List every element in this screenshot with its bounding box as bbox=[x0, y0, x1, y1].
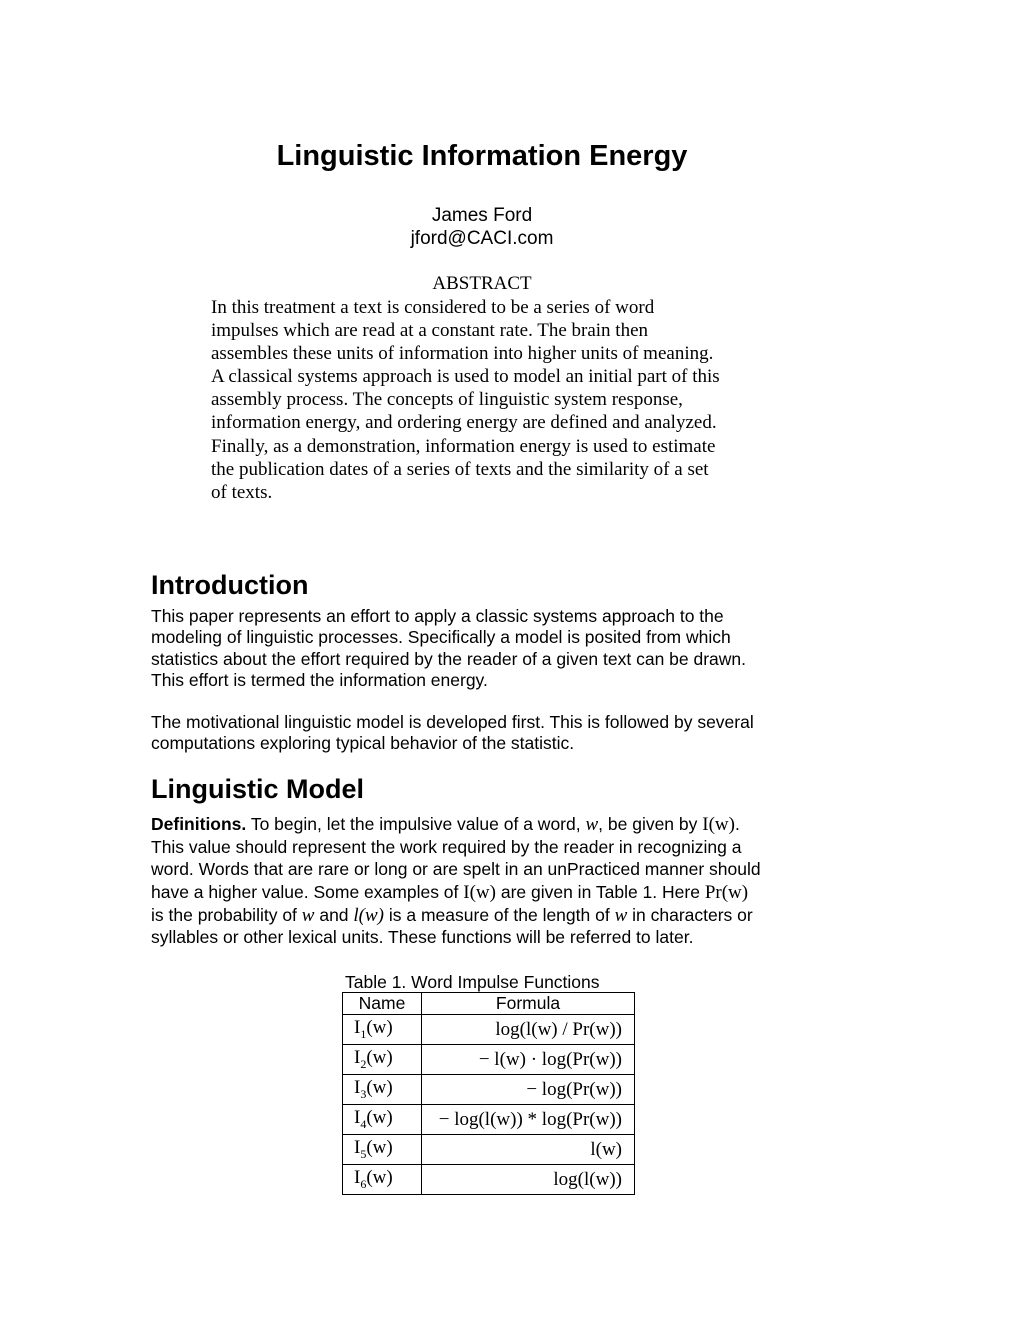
math-Prw: Pr(w) bbox=[704, 882, 749, 903]
abstract-line: the publication dates of a series of texts and the similarity of a set bbox=[211, 458, 709, 480]
abstract-line: A classical systems approach is used to model an initial part of this bbox=[211, 366, 720, 388]
abstract-heading: ABSTRACT bbox=[432, 273, 532, 294]
math-lw: l(w) bbox=[353, 905, 385, 926]
function-argument: (w) bbox=[366, 1107, 393, 1129]
text-span: . bbox=[734, 814, 740, 834]
paragraph-line: computations exploring typical behavior of the statistic. bbox=[151, 733, 575, 754]
definitions-label: Definitions. bbox=[151, 814, 247, 834]
text-span: To begin, let the impulsive value of a word, bbox=[246, 814, 586, 834]
paragraph-line: word. Words that are rare or long or are spelt in an unPracticed manner should bbox=[151, 858, 761, 879]
function-name bbox=[343, 1075, 422, 1105]
function-name bbox=[343, 1165, 422, 1195]
function-subscript: 4 bbox=[360, 1116, 367, 1131]
function-argument: (w) bbox=[366, 1167, 393, 1189]
function-symbol: I bbox=[354, 1167, 361, 1189]
column-header-name: Name bbox=[343, 993, 422, 1015]
column-header-formula: Formula bbox=[422, 993, 635, 1015]
function-formula: − log(l(w)) * log(Pr(w)) bbox=[422, 1105, 635, 1135]
function-formula: − l(w) · log(Pr(w)) bbox=[422, 1045, 635, 1075]
text-span: and bbox=[314, 905, 354, 925]
introduction-paragraph-1 bbox=[151, 606, 746, 692]
paragraph-line: This paper represents an effort to apply a classic systems approach to the bbox=[151, 606, 724, 626]
table-row bbox=[343, 1165, 635, 1195]
table-row bbox=[343, 1015, 635, 1045]
abstract-line: In this treatment a text is considered to be a series of word bbox=[211, 297, 655, 318]
abstract-line: impulses which are read at a constant rate. The brain then bbox=[211, 320, 649, 342]
math-w: w bbox=[301, 905, 315, 926]
word-impulse-table bbox=[342, 992, 635, 1195]
paragraph-line: The motivational linguistic model is developed first. This is followed by several bbox=[151, 712, 754, 732]
function-formula: log(l(w)) bbox=[422, 1165, 635, 1195]
function-name bbox=[343, 1105, 422, 1135]
function-symbol: I bbox=[354, 1047, 361, 1069]
abstract-line: Finally, as a demonstration, information energy is used to estimate bbox=[211, 435, 716, 457]
table-row bbox=[343, 1105, 635, 1135]
author-name: James Ford bbox=[431, 205, 533, 226]
text-span: is a measure of the length of bbox=[384, 905, 615, 925]
function-name bbox=[343, 1015, 422, 1045]
math-Iw: I(w) bbox=[702, 814, 735, 835]
function-argument: (w) bbox=[366, 1017, 393, 1039]
function-name bbox=[343, 1135, 422, 1165]
function-symbol: I bbox=[354, 1137, 361, 1159]
function-subscript: 3 bbox=[360, 1086, 367, 1101]
math-w: w bbox=[614, 905, 628, 926]
function-formula: log(l(w) / Pr(w)) bbox=[422, 1015, 635, 1045]
text-span: have a higher value. Some examples of bbox=[151, 882, 464, 902]
function-name bbox=[343, 1045, 422, 1075]
paragraph-line: This value should represent the work required by the reader in recognizing a bbox=[151, 837, 742, 857]
function-symbol: I bbox=[354, 1077, 361, 1099]
paragraph-line: modeling of linguistic processes. Specifically a model is posited from which bbox=[151, 627, 731, 648]
abstract-line: assembly process. The concepts of linguistic system response, bbox=[211, 389, 683, 411]
math-Iw: I(w) bbox=[463, 882, 496, 903]
paragraph-line bbox=[151, 905, 761, 927]
paragraph-line bbox=[151, 880, 761, 905]
paragraph-line: statistics about the effort required by the reader of a given text can be drawn. bbox=[151, 648, 747, 669]
function-symbol: I bbox=[354, 1107, 361, 1129]
table-header-row bbox=[343, 993, 635, 1015]
paragraph-line: syllables or other lexical units. These functions will be referred to later. bbox=[151, 926, 694, 947]
paper-title: Linguistic Information Energy bbox=[276, 140, 688, 172]
introduction-heading: Introduction bbox=[151, 570, 309, 600]
function-subscript: 5 bbox=[360, 1146, 367, 1161]
paragraph-line bbox=[151, 812, 761, 837]
abstract-line: information energy, and ordering energy are defined and analyzed. bbox=[211, 412, 717, 434]
function-subscript: 1 bbox=[360, 1026, 367, 1041]
function-formula: l(w) bbox=[422, 1135, 635, 1165]
function-argument: (w) bbox=[366, 1077, 393, 1099]
function-formula: − log(Pr(w)) bbox=[422, 1075, 635, 1105]
function-argument: (w) bbox=[366, 1137, 393, 1159]
table-row bbox=[343, 1045, 635, 1075]
function-symbol: I bbox=[354, 1017, 361, 1039]
linguistic-model-heading: Linguistic Model bbox=[151, 774, 364, 804]
abstract-body bbox=[211, 296, 771, 504]
author-email: jford@CACI.com bbox=[410, 228, 554, 249]
definitions-paragraph bbox=[151, 812, 761, 948]
table-caption: Table 1. Word Impulse Functions bbox=[345, 972, 600, 992]
abstract-line: assembles these units of information into higher units of meaning. bbox=[211, 343, 714, 365]
text-span: , be given by bbox=[598, 814, 703, 834]
table-row bbox=[343, 1135, 635, 1165]
abstract-line: of texts. bbox=[211, 481, 273, 503]
function-argument: (w) bbox=[366, 1047, 393, 1069]
function-subscript: 2 bbox=[360, 1056, 367, 1071]
text-span: are given in Table 1. Here bbox=[495, 882, 705, 902]
paragraph-line: This effort is termed the information energy. bbox=[151, 670, 488, 691]
text-span: is the probability of bbox=[151, 905, 302, 925]
function-subscript: 6 bbox=[360, 1176, 367, 1191]
table-row bbox=[343, 1075, 635, 1105]
text-span: in characters or bbox=[627, 905, 753, 925]
introduction-paragraph-2 bbox=[151, 712, 754, 755]
math-w: w bbox=[585, 814, 599, 835]
author-block bbox=[0, 204, 964, 250]
